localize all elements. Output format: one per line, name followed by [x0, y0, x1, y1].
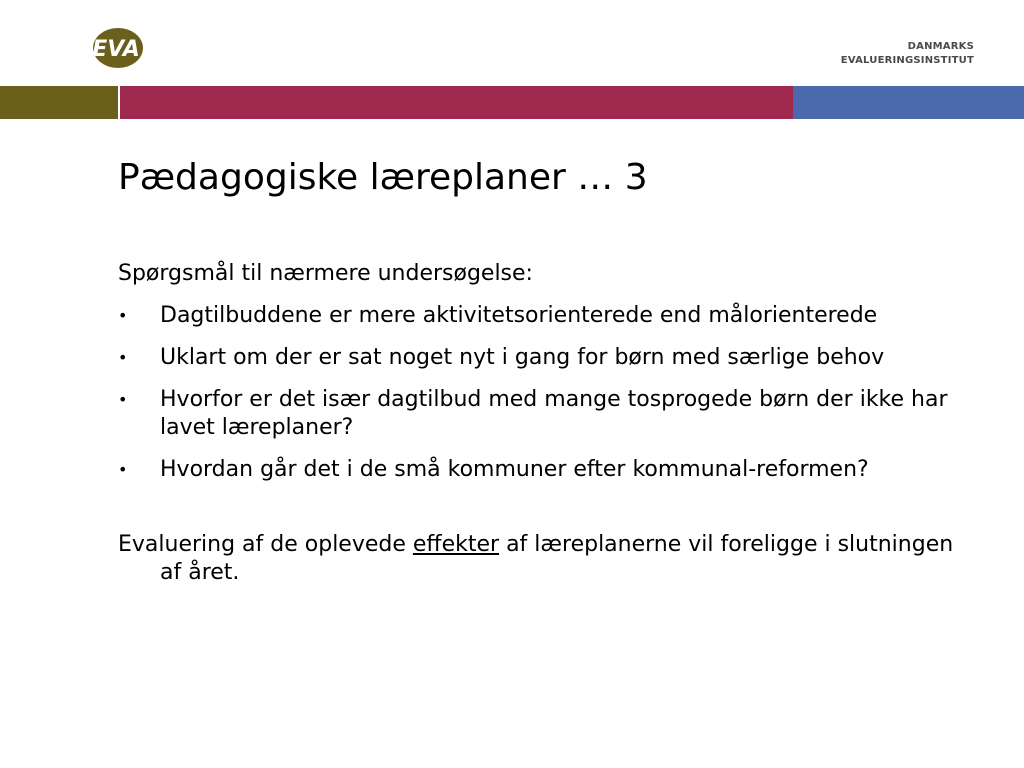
bullet-icon: •: [118, 460, 128, 479]
color-bar-magenta: [120, 86, 793, 119]
bullet-list: [118, 302, 958, 484]
eva-logo: [92, 26, 148, 70]
institution-name: [841, 40, 974, 68]
header-color-bar: [0, 86, 1024, 119]
conclusion-emphasis: effekter: [412, 532, 500, 557]
color-bar-blue: [793, 86, 1024, 119]
slide-title: Pædagogiske læreplaner … 3: [118, 157, 648, 198]
bullet-item: [118, 302, 958, 330]
bullet-text: Dagtilbuddene er mere aktivitetsorienterede end målorienterede: [160, 303, 878, 328]
bullet-item: [118, 386, 958, 442]
institution-line-1: DANMARKS: [907, 41, 974, 52]
conclusion-end: af læreplanerne vil foreligge i slutningen af året.: [160, 532, 954, 585]
bullet-text: Hvordan går det i de små kommuner efter kommunal-reformen?: [160, 457, 869, 482]
eva-logo-icon: [92, 26, 148, 70]
bullet-icon: •: [118, 306, 128, 325]
bullet-text: Uklart om der er sat noget nyt i gang for børn med særlige behov: [160, 345, 885, 370]
bullet-icon: •: [118, 348, 128, 367]
intro-text: Spørgsmål til nærmere undersøgelse:: [118, 261, 533, 286]
institution-line-2: EVALUERINGSINSTITUT: [840, 55, 974, 66]
bullet-item: [118, 456, 958, 484]
logo-text: EVA: [92, 37, 140, 62]
conclusion-start: Evaluering af de oplevede: [118, 532, 413, 557]
color-bar-olive: [0, 86, 118, 119]
bullet-item: [118, 344, 958, 372]
slide-content: [118, 260, 958, 587]
bullet-icon: •: [118, 390, 128, 409]
bullet-text: Hvorfor er det især dagtilbud med mange tosprogede børn der ikke har lavet læreplaner?: [160, 387, 948, 440]
conclusion-text: [118, 531, 958, 587]
